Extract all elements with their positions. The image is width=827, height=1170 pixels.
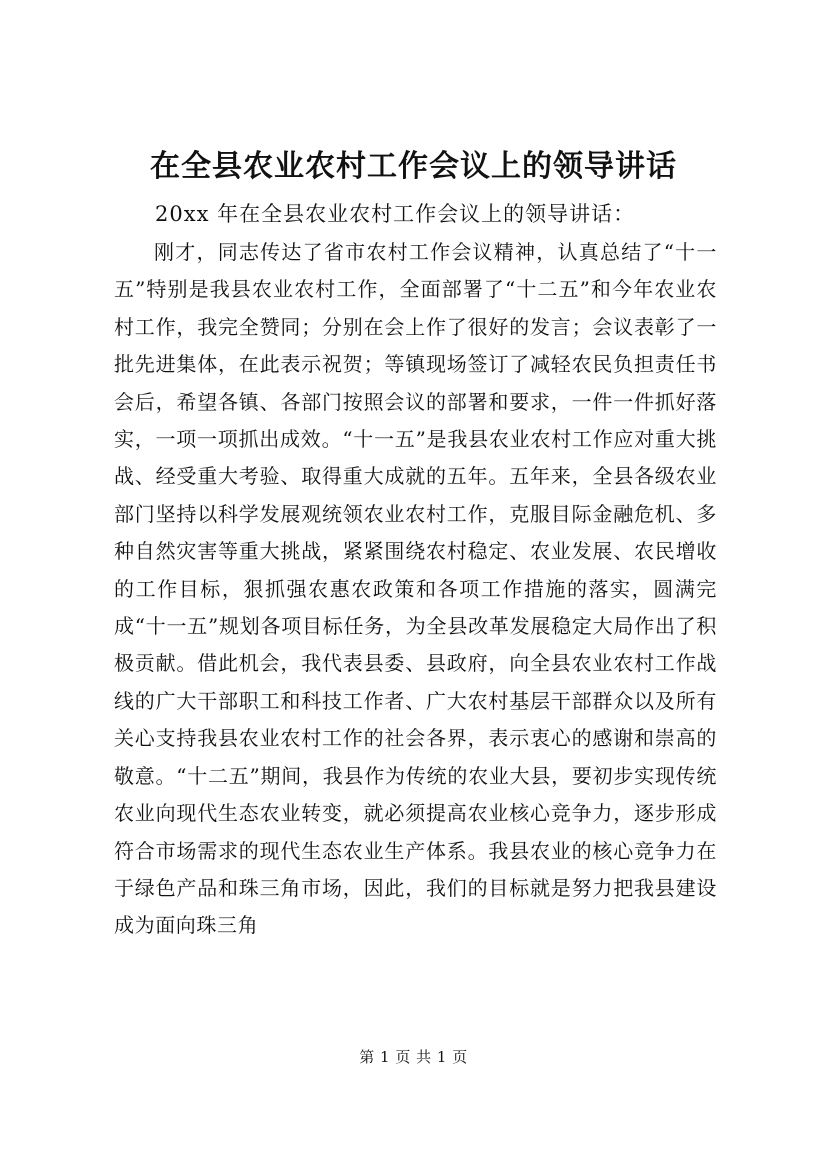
document-title: 在全县农业农村工作会议上的领导讲话 [150, 149, 677, 184]
document-subtitle: 20xx 年在全县农业农村工作会议上的领导讲话： [155, 202, 636, 226]
page-footer: 第 1 页 共 1 页 [359, 1048, 468, 1066]
body-paragraph: 刚才，同志传达了省市农村工作会议精神，认真总结了“十一五”特别是我县农业农村工作，全面部署了“十二五”和今年农业农村工作，我完全赞同；分别在会上作了很好的发言；会议表彰了一批先进集体，在此表示祝贺；等镇现场签订了减轻农民负担责任书会后，希望各镇、各部门按照会议的部署和要求，一件一件抓好落实，一项一项抓出成效。“十一五”是我县农业农村工作应对重大挑战、经受重大考验、取得重大成就的五年。五年来，全县各级农业部门坚持以科学发展观统领农业农村工作，克服目际金融危机、多种自然灾害等重大挑战，紧紧围绕农村稳定、农业发展、农民增收的工作目标，狠抓强农惠农政策和各项工作措施的落实，圆满完成“十一五”规划各项目标任务，为全县改革发展稳定大局作出了积极贡献。借此机会，我代表县委、县政府，向全县农业农村工作战线的广大干部职工和科技工作者、广大农村基层干部群众以及所有关心支持我县农业农村工作的社会各界，表示衷心的感谢和崇高的敬意。“十二五”期间，我县作为传统的农业大县，要初步实现传统农业向现代生态农业转变，就必须提高农业核心竞争力，逐步形成符合市场需求的现代生态农业生产体系。我县农业的核心竞争力在于绿色产品和珠三角市场，因此，我们的目标就是努力把我县建设成为面向珠三角 [114, 240, 717, 938]
